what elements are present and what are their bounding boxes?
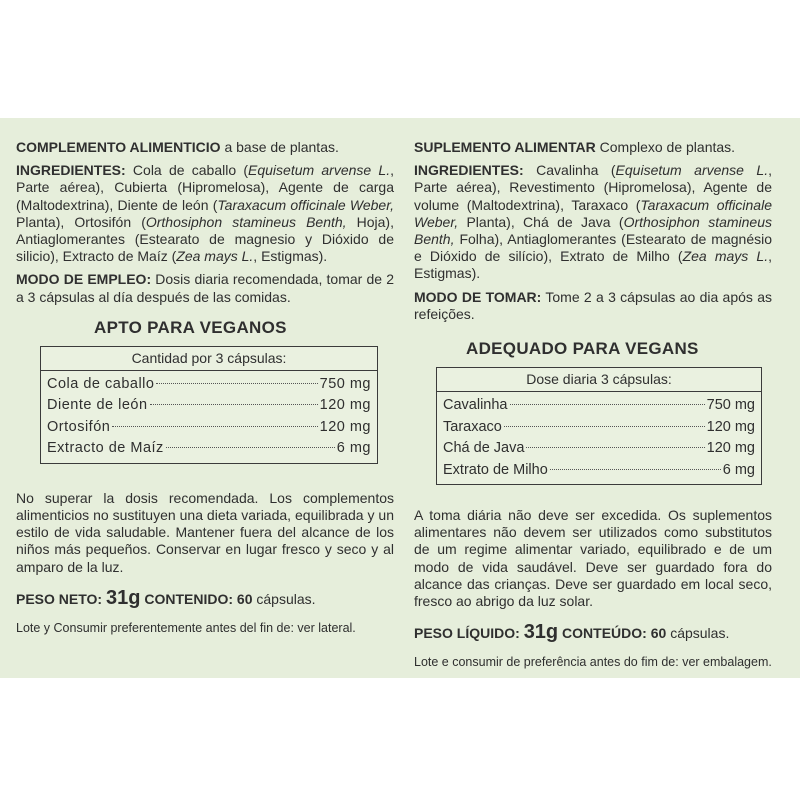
dosage-row bbox=[443, 438, 755, 460]
ingredient-text: , Parte aérea), Revestimento (Hipromelosa), Agente de volume (Maltodextrina), Taraxaco ( bbox=[414, 162, 772, 213]
dotted-leader bbox=[156, 383, 317, 384]
dotted-leader bbox=[166, 447, 335, 448]
dosage-row bbox=[443, 395, 755, 417]
modo-paragraph bbox=[16, 271, 394, 305]
modo-paragraph bbox=[414, 289, 772, 323]
vegan-title: APTO PARA VEGANOS bbox=[94, 317, 287, 337]
ingredient-text: , Estigmas). bbox=[414, 248, 773, 282]
contenido-unit: cápsulas. bbox=[256, 590, 316, 607]
dosage-qty: 120 mg bbox=[706, 440, 755, 457]
net-weight-line bbox=[16, 586, 394, 609]
ingredient-latin: Zea mays L. bbox=[176, 248, 254, 265]
dosage-name: Extrato de Milho bbox=[443, 461, 548, 478]
contenido-label: CONTEÚDO: bbox=[562, 625, 647, 642]
peso-value: 31g bbox=[105, 586, 141, 609]
ingredient-latin: Taraxacum officinale Weber, bbox=[217, 196, 394, 213]
suplemento-label: SUPLEMENTO ALIMENTAR bbox=[414, 139, 596, 155]
ingredient-latin: Equisetum arvense L. bbox=[615, 162, 769, 179]
dosage-table-header: Dose diaria 3 cápsulas: bbox=[437, 368, 761, 392]
ingredientes-label: INGREDIENTES: bbox=[16, 162, 126, 179]
ingredient-text: Hoja), Antiaglomerantes (Estearato de magnesio y Dióxido de silicio), Extracto de Maíz ( bbox=[16, 213, 394, 265]
dosage-qty: 750 mg bbox=[706, 397, 755, 414]
complemento-label: COMPLEMENTO ALIMENTICIO bbox=[16, 139, 221, 155]
dosage-qty: 6 mg bbox=[722, 461, 755, 478]
peso-value: 31g bbox=[523, 621, 559, 644]
spanish-column bbox=[16, 118, 394, 643]
ingredient-text: Cavalinha ( bbox=[536, 162, 616, 179]
dotted-leader bbox=[504, 426, 705, 427]
contenido-value: 60 bbox=[236, 590, 253, 607]
ingredient-latin: Zea mays L. bbox=[682, 248, 769, 265]
ingredient-text: Planta), Chá de Java ( bbox=[458, 213, 624, 230]
dosage-name: Chá de Java bbox=[443, 440, 525, 457]
dosage-name: Cavalinha bbox=[443, 397, 508, 414]
dosage-row bbox=[443, 417, 755, 439]
complemento-line bbox=[16, 139, 394, 156]
suplemento-line bbox=[414, 139, 772, 156]
vegan-title: ADEQUADO PARA VEGANS bbox=[466, 339, 699, 359]
product-label bbox=[0, 118, 800, 678]
dosage-table-rows bbox=[437, 392, 761, 484]
ingredient-latin: Taraxacum officinale Weber, bbox=[414, 196, 772, 230]
dosage-qty: 6 mg bbox=[336, 440, 371, 457]
ingredient-latin: Orthosiphon stamineus Benth, bbox=[414, 213, 772, 248]
lote-line: Lote e consumir de preferência antes do fim de: ver embalagem. bbox=[414, 655, 772, 670]
complemento-text: a base de plantas. bbox=[224, 139, 339, 155]
dosage-table bbox=[436, 367, 762, 485]
dosage-row bbox=[47, 395, 371, 417]
dosage-row bbox=[47, 438, 371, 460]
lote-line: Lote y Consumir preferentemente antes del fin de: ver lateral. bbox=[16, 621, 356, 636]
dosage-table bbox=[40, 346, 378, 464]
contenido-value: 60 bbox=[650, 625, 667, 642]
net-weight-line bbox=[414, 621, 772, 644]
dotted-leader bbox=[526, 447, 704, 448]
contenido-unit: cápsulas. bbox=[670, 625, 730, 642]
ingredient-text: , Parte aérea), Cubierta (Hipromelosa), Agente de carga (Maltodextrina), Diente de león ( bbox=[16, 162, 394, 213]
suplemento-text: Complexo de plantas. bbox=[599, 139, 736, 155]
dosage-name: Taraxaco bbox=[443, 418, 502, 435]
contenido-label: CONTENIDO: bbox=[144, 590, 234, 607]
dosage-name: Ortosifón bbox=[47, 418, 111, 435]
ingredient-text: Folha), Antiaglomerantes (Estearato de magnésio e Dióxido de silício), Extrato de Milho ( bbox=[414, 231, 772, 265]
ingredientes-paragraph bbox=[414, 162, 772, 282]
ingredient-text: , Estigmas). bbox=[253, 248, 328, 265]
dosage-row bbox=[47, 374, 371, 396]
dotted-leader bbox=[510, 404, 705, 405]
dotted-leader bbox=[150, 404, 318, 405]
modo-text: Dosis diaria recomendada, tomar de 2 a 3 cápsulas al día después de las comidas. bbox=[16, 271, 395, 305]
peso-label: PESO NETO: bbox=[16, 590, 103, 607]
dosage-row bbox=[443, 460, 755, 482]
ingredient-text: Cola de caballo ( bbox=[132, 162, 249, 179]
dosage-name: Extracto de Maíz bbox=[47, 440, 164, 457]
dotted-leader bbox=[550, 469, 721, 470]
dosage-qty: 120 mg bbox=[706, 418, 755, 435]
dosage-table-header: Cantidad por 3 cápsulas: bbox=[41, 347, 377, 371]
dosage-qty: 120 mg bbox=[319, 418, 371, 435]
dosage-name: Diente de león bbox=[47, 397, 148, 414]
ingredient-latin: Equisetum arvense L. bbox=[248, 162, 391, 179]
ingredientes-label: INGREDIENTES: bbox=[414, 162, 524, 179]
modo-text: Tome 2 a 3 cápsulas ao dia após as refeições. bbox=[414, 288, 772, 322]
dosage-name: Cola de caballo bbox=[47, 375, 155, 392]
modo-label: MODO DE TOMAR: bbox=[414, 288, 542, 305]
peso-label: PESO LÍQUIDO: bbox=[414, 625, 520, 642]
warning-paragraph: No superar la dosis recomendada. Los complementos alimenticios no sustituyen una dieta variada, equilibrada y un estilo de vida saludable. Mantener fuera del alcance de los niños más pequeños. Conservar en lugar fresco y seco y al amparo de la luz. bbox=[16, 489, 394, 575]
modo-label: MODO DE EMPLEO: bbox=[16, 271, 152, 288]
dosage-qty: 120 mg bbox=[319, 397, 371, 414]
warning-paragraph: A toma diária não deve ser excedida. Os suplementos alimentares não devem ser utilizados como substitutos de um regime alimentar variado, equilibrado e de um modo de vida saudável. Deve ser guardado fora do alcance das crianças. Deve ser guardado em local seco, fresco ao abrigo da luz solar. bbox=[414, 507, 772, 610]
ingredient-text: Planta), Ortosifón ( bbox=[16, 213, 146, 230]
dotted-leader bbox=[112, 426, 317, 427]
dosage-table-rows bbox=[41, 371, 377, 463]
ingredientes-paragraph bbox=[16, 162, 394, 265]
ingredient-latin: Orthosiphon stamineus Benth, bbox=[145, 213, 347, 230]
dosage-row bbox=[47, 417, 371, 439]
portuguese-column bbox=[414, 118, 772, 678]
dosage-qty: 750 mg bbox=[319, 375, 371, 392]
